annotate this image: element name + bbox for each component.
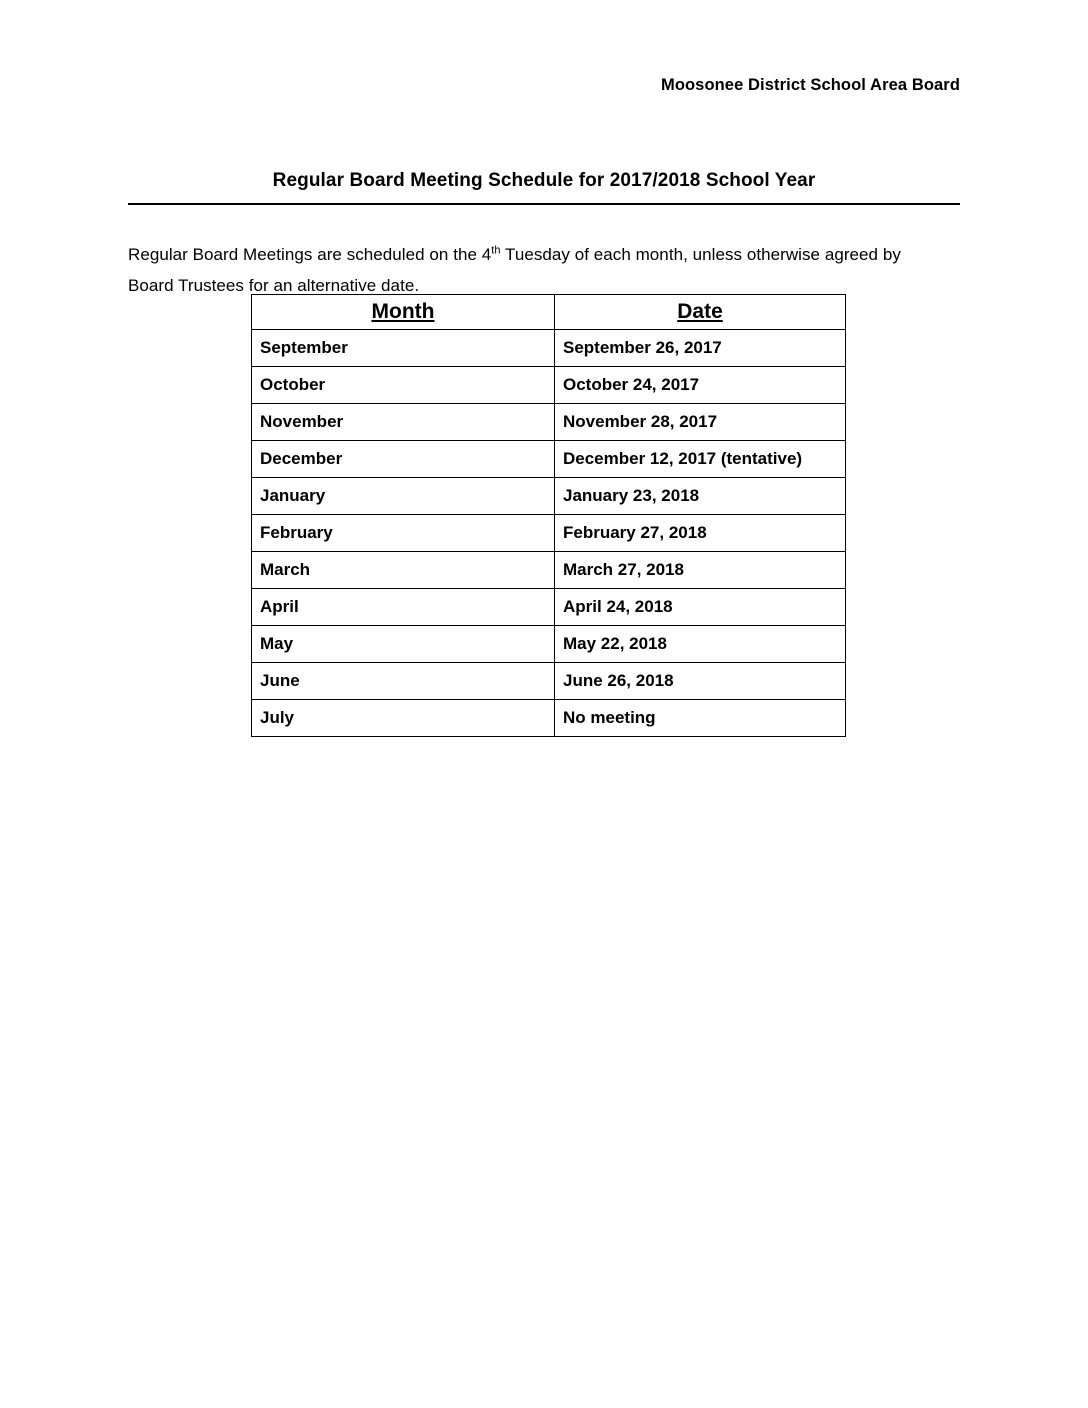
cell-date: October 24, 2017 [555,367,846,404]
table-row [252,663,846,700]
intro-text-part1: Regular Board Meetings are scheduled on the 4 [128,245,492,264]
cell-date: May 22, 2018 [555,626,846,663]
title-divider [128,203,960,205]
column-header-month-label: Month [371,300,435,323]
cell-date: December 12, 2017 (tentative) [555,441,846,478]
cell-date: November 28, 2017 [555,404,846,441]
cell-date: June 26, 2018 [555,663,846,700]
table-row [252,478,846,515]
table-row [252,626,846,663]
table-row [252,441,846,478]
table-row [252,404,846,441]
column-header-month [252,295,555,330]
intro-paragraph [128,239,948,301]
cell-date: No meeting [555,700,846,737]
column-header-date-label: Date [677,300,723,323]
table-row [252,515,846,552]
cell-month: April [252,589,555,626]
table-row [252,330,846,367]
cell-month: February [252,515,555,552]
cell-date: April 24, 2018 [555,589,846,626]
table-body [252,330,846,737]
cell-date: January 23, 2018 [555,478,846,515]
table-row [252,700,846,737]
cell-month: January [252,478,555,515]
intro-ordinal-suffix: th [491,244,501,257]
cell-month: March [252,552,555,589]
cell-month: October [252,367,555,404]
cell-month: June [252,663,555,700]
meeting-schedule-table [251,294,846,737]
page-title: Regular Board Meeting Schedule for 2017/2018 School Year [272,170,816,191]
cell-month: May [252,626,555,663]
cell-month: November [252,404,555,441]
cell-month: December [252,441,555,478]
table-row [252,367,846,404]
organization-header: Moosonee District School Area Board [660,76,960,94]
cell-date: February 27, 2018 [555,515,846,552]
column-header-date [555,295,846,330]
cell-date: September 26, 2017 [555,330,846,367]
cell-month: July [252,700,555,737]
cell-month: September [252,330,555,367]
intro-text-part2: Tuesday of each month, unless otherwise agreed by Board Trustees for an alternative date. [128,245,901,295]
cell-date: March 27, 2018 [555,552,846,589]
table-row [252,552,846,589]
table-row [252,589,846,626]
table-header-row [252,295,846,330]
